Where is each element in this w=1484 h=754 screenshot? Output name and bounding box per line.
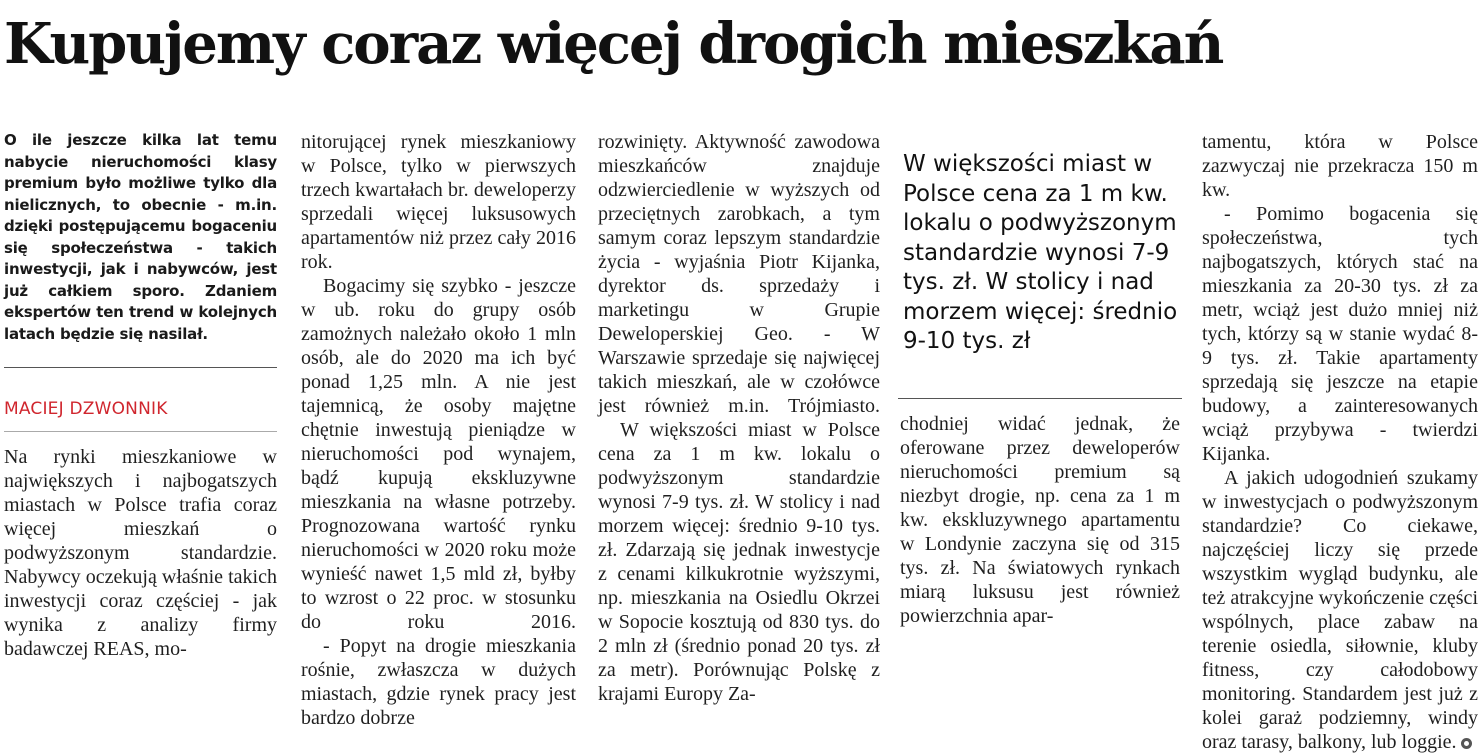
- column-4: [900, 412, 1180, 627]
- paragraph: - Popyt na drogie mieszkania rośnie, zwłaszcza w dużych miastach, gdzie rynek pracy jest bardzo dobrze: [301, 635, 576, 729]
- paragraph: chodniej widać jednak, że oferowane przez deweloperów nieruchomości premium są niezbyt drogie, np. cena za 1 m kw. ekskluzywnego apartamentu w Londynie zaczyna się od 315 tys. zł. Na światowych rynkach miarą luksusu jest również powierzchnia apar-: [900, 413, 1180, 627]
- column-5: [1202, 130, 1478, 753]
- paragraph: Bogacimy się szybko - jeszcze w ub. roku do grupy osób zamożnych należało około 1 mln osób, ale do 2020 ma ich być ponad 1,25 mln. A nie jest tajemnicą, że osoby majętne chętnie inwestują pieniądze w nieruchomości pod wynajem, bądź kupują ekskluzywne mieszkania na własne potrzeby. Prognozowana wartość rynku nieruchomości w 2020 roku może wynieść nawet 1,5 mld zł, byłby to wzrost o 22 proc. w stosunku do roku 2016.: [301, 275, 576, 633]
- column-3: [598, 130, 880, 705]
- paragraph: nitorującej rynek mieszkaniowy w Polsce, tylko w pierwszych trzech kwartałach br. deweloperzy sprzedali więcej luksusowych apartamentów niż przez cały 2016 rok.: [301, 131, 576, 273]
- paragraph-text: A jakich udogodnień szukamy w inwestycjach o podwyższonym standardzie? Co ciekawe, najczęściej liczy się przede wszystkim wygląd budynku, ale też atrakcyjne wykończenie części wspólnych, place zabaw na terenie osiedla, siłownie, kluby fitness, czy całodobowy monitoring. Standardem jest już z kolei garaż podziemny, windy oraz tarasy, balkony, lub loggie.: [1202, 467, 1478, 753]
- author-byline: MACIEJ DZWONNIK: [4, 399, 168, 419]
- divider: [4, 367, 277, 368]
- article-headline: Kupujemy coraz więcej drogich mieszkań: [4, 11, 1223, 77]
- end-of-article-icon: [1461, 738, 1472, 749]
- column-2: [301, 130, 576, 729]
- paragraph: Na rynki mieszkaniowe w największych i najbogatszych miastach w Polsce trafia coraz więcej mieszkań o podwyższonym standardzie. Nabywcy oczekują właśnie takich inwestycji coraz częściej - jak wynika z analizy firmy badawczej REAS, mo-: [4, 446, 277, 660]
- paragraph: tamentu, która w Polsce zazwyczaj nie przekracza 150 m kw.: [1202, 131, 1478, 201]
- divider: [898, 398, 1182, 399]
- pull-quote: W większości miast w Polsce cena za 1 m kw. lokalu o podwyższonym standardzie wynosi 7-9 tys. zł. W stolicy i nad morzem więcej: średnio 9-10 tys. zł: [903, 151, 1178, 354]
- divider: [4, 431, 277, 432]
- paragraph: - Pomimo bogacenia się społeczeństwa, tych najbogatszych, których stać na mieszkania za 20-30 tys. zł za metr, wciąż jest dużo mniej niż tych, którzy są w stanie wydać 8-9 tys. zł. Takie apartamenty sprzedają się jeszcze na etapie budowy, a zainteresowanych wciąż przybywa - twierdzi Kijanka.: [1202, 203, 1478, 465]
- paragraph: rozwinięty. Aktywność zawodowa mieszkańców znajduje odzwierciedlenie w wyższych od przeciętnych zarobkach, a tym samym coraz lepszym standardzie życia - wyjaśnia Piotr Kijanka, dyrektor ds. sprzedaży i marketingu w Grupie Deweloperskiej Geo. - W Warszawie sprzedaje się najwięcej takich mieszkań, ale w czołówce jest również m.in. Trójmiasto.: [598, 131, 880, 417]
- body-text: [4, 445, 277, 661]
- paragraph: W większości miast w Polsce cena za 1 m kw. lokalu o podwyższonym standardzie wynosi 7-9 tys. zł. W stolicy i nad morzem więcej: średnio 9-10 tys. zł. Zdarzają się jednak inwestycje z cenami kilkukrotnie wyższymi, np. mieszkania na Osiedlu Okrzei w Sopocie kosztują od 830 tys. do 2 mln zł (średnio ponad 20 tys. zł za metr). Porównując Polskę z krajami Europy Za-: [598, 419, 880, 705]
- article-lead: O ile jeszcze kilka lat temu nabycie nieruchomości klasy premium było możliwe tylko dla nielicznych, to obecnie - m.in. dzięki postępującemu bogaceniu się społeczeństwa - takich inwestycji, jak i nabywców, jest już całkiem sporo. Zdaniem ekspertów ten trend w kolejnych latach będzie się nasilał.: [4, 131, 277, 343]
- column-1: [4, 130, 277, 660]
- paragraph: [1202, 466, 1478, 754]
